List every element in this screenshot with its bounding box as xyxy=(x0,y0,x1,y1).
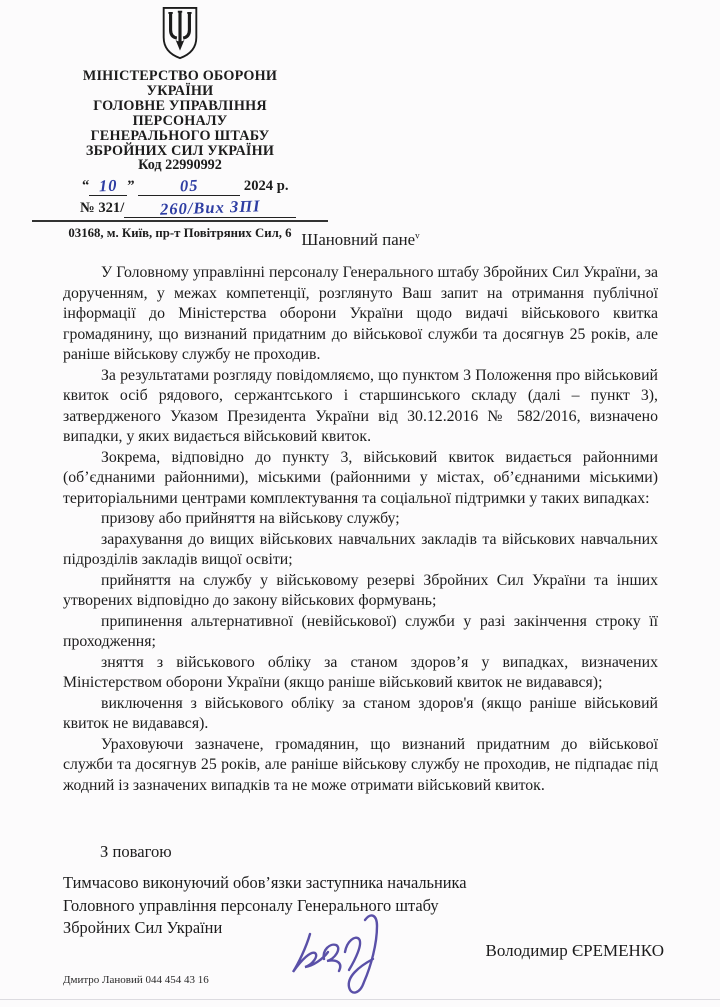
handwritten-day: 10 xyxy=(98,176,118,196)
paragraph: У Головному управлінні персоналу Генерального штабу Збройних Сил України, за дорученням, у межах компетенції, розглянуто Ваш запит на отримання публічної інформації до Міністерства оборони України щодо видачі військового квитка громадянину, що визнаний придатним до військової служби та досягнув 25 років, але раніше військову службу не проходив. xyxy=(63,264,658,363)
list-item-paragraph: прийняття на службу у військовому резерві Збройних Сил України та інших утворених відповідно до закону військових формувань; xyxy=(63,571,658,609)
letter-body xyxy=(63,230,658,796)
date-month-underline xyxy=(138,174,240,196)
date-day-underline xyxy=(89,174,127,196)
scan-page-edge xyxy=(0,999,720,1000)
handwritten-number: 260/Вих ЗПІ xyxy=(159,196,261,220)
org-name-line: ГОЛОВНЕ УПРАВЛІННЯ xyxy=(93,97,267,114)
salutation-text: Шановний пане xyxy=(301,230,416,249)
org-name-line: УКРАЇНИ xyxy=(146,82,214,99)
signer-name: Володимир ЄРЕМЕНКО xyxy=(485,941,664,960)
org-name-line: ПЕРСОНАЛУ xyxy=(132,112,228,129)
signer-position-block xyxy=(63,872,467,940)
org-code: Код 22990992 xyxy=(138,157,222,174)
outgoing-number-line xyxy=(44,196,316,218)
paragraph: Зокрема, відповідно до пункту 3, військовий квиток видається районними (об’єднаними районними), міськими (районними у містах, об’єднаними міськими) територіальними центрами комплектування та соціальної підтримки у таких випадках: xyxy=(63,448,658,507)
close-quote: ” xyxy=(127,178,135,195)
number-prefix: № 321/ xyxy=(80,200,125,217)
list-item-paragraph: припинення альтернативної (невійськової) служби у разі закінчення строку її проходження; xyxy=(63,612,658,650)
ukraine-tryzub-shield-icon xyxy=(157,6,203,65)
date-line xyxy=(44,174,316,196)
paragraph: За результатами розгляду повідомляємо, що пунктом 3 Положення про військовий квиток осіб рядового, сержантського і старшинського складу (далі – пункт 3), затвердженого Указом Президента України від 30.12.2016 № 582/2016, визначено випадки, у яких видається військовий квиток. xyxy=(63,366,658,445)
list-item-paragraph: призову або прийняття на військову службу; xyxy=(101,510,400,527)
signer-position-line: Тимчасово виконуючий обов’язки заступника начальника xyxy=(63,873,467,892)
paragraph: Ураховуючи зазначене, громадянин, що визнаний придатним до військової служби та досягнув 25 років, але раніше військову службу не проходив, не підпадає під жодний із зазначених випадків та не може отримати військовий квиток. xyxy=(63,735,658,794)
org-address: 03168, м. Київ, пр-т Повітряних Сил, 6 xyxy=(68,226,292,241)
org-name-line: МІНІСТЕРСТВО ОБОРОНИ xyxy=(82,68,278,84)
open-quote: “ xyxy=(82,178,90,195)
date-year: 2024 р. xyxy=(243,178,289,195)
org-name-line: ЗБРОЙНИХ СИЛ УКРАЇНИ xyxy=(85,142,275,159)
signer-position-line: Збройних Сил України xyxy=(63,918,223,938)
list-item-paragraph: зарахування до вищих військових навчальних закладів та військових навчальних підрозділів закладів вищої освіти; xyxy=(63,530,658,568)
handwritten-month: 05 xyxy=(179,176,199,196)
signer-position-line: Головного управління персоналу Генерального штабу xyxy=(63,895,439,915)
list-item-paragraph: зняття з військового обліку за станом здоров’я у випадках, визначених Міністерством оборони України (якщо раніше військовий квиток не видавався); xyxy=(63,653,658,691)
org-name-line: ГЕНЕРАЛЬНОГО ШТАБУ xyxy=(90,127,270,144)
letterhead xyxy=(44,6,316,241)
number-underline xyxy=(124,196,296,218)
letterhead-divider xyxy=(32,220,328,222)
list-item-paragraph: виключення з військового обліку за станом здоров'я (якщо раніше військовий квиток не видавався). xyxy=(63,694,658,732)
executor-contact: Дмитро Лановий 044 454 43 16 xyxy=(63,974,209,986)
closing-regards: З повагою xyxy=(100,842,172,861)
handwritten-signature xyxy=(284,906,399,1007)
salutation-mark: v xyxy=(415,230,420,241)
salutation xyxy=(63,230,658,250)
